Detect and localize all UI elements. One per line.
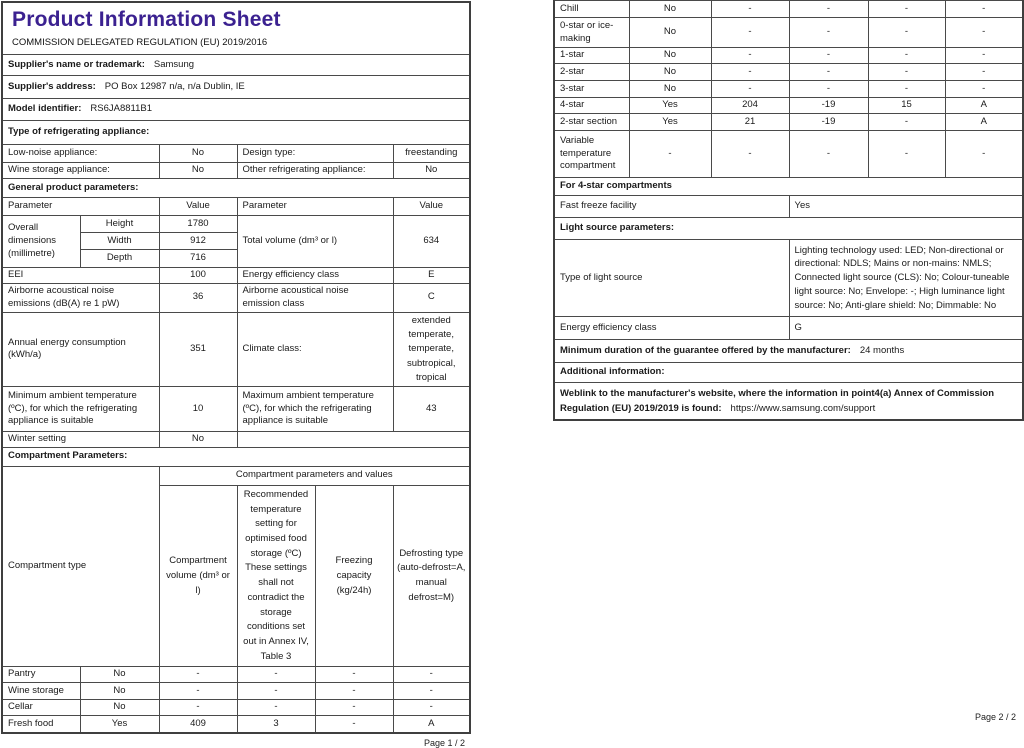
compartment-included-cell: - [629, 131, 711, 178]
regulation-subtitle: COMMISSION DELEGATED REGULATION (EU) 2019/2016 [12, 37, 268, 49]
additional-info-heading: Additional information: [554, 363, 1023, 383]
compartment-included-cell: Yes [629, 98, 711, 114]
light-source-section-heading: Light source parameters: [554, 218, 1023, 240]
compartment-freezing-cell: - [868, 48, 945, 64]
compartment-defrost-cell: - [393, 700, 470, 716]
compartment-defrost-cell: - [945, 131, 1023, 178]
compartment-temp-cell: - [789, 64, 868, 81]
table-row [554, 81, 1023, 98]
compartment-volume-cell: - [711, 81, 789, 98]
compartment-temp-cell: - [789, 1, 868, 18]
light-eec-value-cell: G [789, 317, 1023, 340]
guarantee-value: 24 months [859, 344, 905, 356]
table-row [554, 64, 1023, 81]
light-source-value-cell: Lighting technology used: LED; Non-directional or directional: NDLS; Mains or non-mains: NMLS; Connected light source (CLS): No; Colour-tuneable light source: No; Envelope: -; High luminance light source: No; Anti-glare shield: No; Dimmable: No [789, 240, 1023, 317]
compartment-temp-cell: - [237, 667, 315, 683]
parameter-value-cell: No [159, 162, 237, 178]
freezing-column-header: Freezing capacity (kg/24h) [315, 485, 393, 667]
compartment-volume-cell: 409 [159, 716, 237, 733]
product-info-table-page1 [1, 1, 471, 734]
compartment-name-cell: Cellar [2, 700, 80, 716]
compartment-included-cell: No [629, 64, 711, 81]
supplier-name-value: Samsung [153, 58, 195, 70]
compartment-temp-cell: -19 [789, 98, 868, 114]
parameter-value-cell: 43 [393, 387, 470, 432]
parameter-label-cell: Other refrigerating appliance: [237, 162, 393, 178]
table-row [554, 317, 1023, 340]
compartment-name-cell: 4-star [554, 98, 629, 114]
light-source-label-cell: Type of light source [554, 240, 789, 317]
guarantee-label: Minimum duration of the guarantee offered by the manufacturer: [560, 344, 851, 356]
compartment-freezing-cell: - [868, 18, 945, 48]
compartment-temp-cell: - [789, 48, 868, 64]
weblink-row [554, 383, 1023, 420]
dimension-name-cell: Depth [80, 249, 159, 267]
table-row [554, 196, 1023, 218]
weblink-url[interactable]: https://www.samsung.com/support [730, 402, 876, 414]
table-row [2, 700, 470, 716]
compartment-name-cell: 2-star section [554, 114, 629, 131]
parameter-label-cell: Maximum ambient temperature (ºC), for which the refrigerating appliance is suitable [237, 387, 393, 432]
supplier-address-label: Supplier's address: [8, 80, 96, 92]
general-section-heading: General product parameters: [2, 178, 470, 197]
compartment-defrost-cell: - [393, 667, 470, 683]
compartment-volume-cell: - [159, 700, 237, 716]
table-header-row [2, 197, 470, 215]
model-identifier-value: RS6JA8811B1 [90, 103, 152, 115]
total-volume-label-cell: Total volume (dm³ or l) [237, 215, 393, 267]
page-2 [553, 0, 1022, 728]
compartment-temp-cell: - [789, 18, 868, 48]
compartment-temp-cell: 3 [237, 716, 315, 733]
compartment-defrost-cell: - [393, 683, 470, 700]
dimension-value-cell: 716 [159, 249, 237, 267]
compartment-defrost-cell: - [945, 18, 1023, 48]
table-row [2, 283, 470, 312]
guarantee-row [554, 340, 1023, 363]
parameter-value-cell: 351 [159, 312, 237, 386]
column-header: Value [393, 197, 470, 215]
compartment-volume-cell: - [711, 1, 789, 18]
compartment-type-header: Compartment type [2, 466, 159, 667]
compartment-name-cell: Fresh food [2, 716, 80, 733]
light-eec-label-cell: Energy efficiency class [554, 317, 789, 340]
compartment-defrost-cell: - [945, 81, 1023, 98]
table-row [2, 683, 470, 700]
parameter-value-cell: 36 [159, 283, 237, 312]
compartment-freezing-cell: - [315, 700, 393, 716]
dimension-name-cell: Height [80, 215, 159, 232]
compartment-freezing-cell: - [868, 64, 945, 81]
compartment-volume-cell: - [159, 683, 237, 700]
supplier-name-label: Supplier's name or trademark: [8, 58, 145, 70]
table-row [2, 215, 470, 232]
parameter-value-cell: 10 [159, 387, 237, 432]
parameter-label-cell: Airborne acoustical noise emission class [237, 283, 393, 312]
compartment-freezing-cell: - [868, 131, 945, 178]
parameter-label-cell: Wine storage appliance: [2, 162, 159, 178]
table-row [2, 144, 470, 162]
parameter-label-cell: EEI [2, 267, 159, 283]
page-1 [1, 1, 469, 748]
compartment-volume-cell: 21 [711, 114, 789, 131]
volume-column-header: Compartment volume (dm³ or l) [159, 485, 237, 667]
compartment-volume-cell: - [711, 18, 789, 48]
parameter-label-cell: Energy efficiency class [237, 267, 393, 283]
table-row [554, 1, 1023, 18]
supplier-address-row [2, 75, 470, 98]
table-row [2, 267, 470, 283]
compartment-included-cell: No [629, 1, 711, 18]
climate-class-value-cell: extended temperate, temperate, subtropical, tropical [393, 312, 470, 386]
parameter-label-cell: Low-noise appliance: [2, 144, 159, 162]
dimension-value-cell: 1780 [159, 215, 237, 232]
table-row [554, 98, 1023, 114]
compartment-volume-cell: - [711, 48, 789, 64]
table-row [2, 432, 470, 448]
compartment-included-cell: No [80, 667, 159, 683]
compartment-freezing-cell: - [315, 716, 393, 733]
empty-cell [237, 432, 470, 448]
compartment-included-cell: No [629, 81, 711, 98]
table-row [2, 162, 470, 178]
fast-freeze-label-cell: Fast freeze facility [554, 196, 789, 218]
fast-freeze-value-cell: Yes [789, 196, 1023, 218]
compartment-temp-cell: - [237, 700, 315, 716]
winter-setting-value-cell: No [159, 432, 237, 448]
compartment-name-cell: Wine storage [2, 683, 80, 700]
parameter-value-cell: C [393, 283, 470, 312]
compartment-volume-cell: - [711, 64, 789, 81]
total-volume-value-cell: 634 [393, 215, 470, 267]
parameter-value-cell: No [393, 162, 470, 178]
compartment-volume-cell: - [159, 667, 237, 683]
compartment-name-cell: Variable temperature compartment [554, 131, 629, 178]
page-title: Product Information Sheet [12, 8, 281, 31]
parameter-value-cell: E [393, 267, 470, 283]
compartment-temp-cell: - [789, 81, 868, 98]
compartment-included-cell: Yes [80, 716, 159, 733]
compartment-temp-cell: -19 [789, 114, 868, 131]
compartment-name-cell: Chill [554, 1, 629, 18]
compartment-freezing-cell: - [868, 114, 945, 131]
dimension-value-cell: 912 [159, 232, 237, 249]
table-row [2, 667, 470, 683]
compartment-included-cell: No [80, 700, 159, 716]
compartment-name-cell: 0-star or ice-making [554, 18, 629, 48]
compartment-freezing-cell: - [315, 683, 393, 700]
parameter-label-cell: Climate class: [237, 312, 393, 386]
column-header: Parameter [237, 197, 393, 215]
compartment-defrost-cell: A [393, 716, 470, 733]
compartment-group-header: Compartment parameters and values [159, 466, 470, 485]
compartment-freezing-cell: 15 [868, 98, 945, 114]
table-row [554, 18, 1023, 48]
table-row [554, 48, 1023, 64]
page-number-footer: Page 1 / 2 [423, 737, 465, 748]
compartment-volume-cell: - [711, 131, 789, 178]
compartment-included-cell: No [629, 48, 711, 64]
table-row [2, 312, 470, 386]
compartment-name-cell: 2-star [554, 64, 629, 81]
compartment-temp-cell: - [237, 683, 315, 700]
compartment-included-cell: No [629, 18, 711, 48]
table-row [2, 716, 470, 733]
parameter-value-cell: 100 [159, 267, 237, 283]
table-header-row [2, 466, 470, 485]
temperature-column-header: Recommended temperature setting for optimised food storage (ºC) These settings shall not contradict the storage conditions set out in Annex IV, Table 3 [237, 485, 315, 667]
compartment-freezing-cell: - [315, 667, 393, 683]
compartment-volume-cell: 204 [711, 98, 789, 114]
compartment-defrost-cell: - [945, 1, 1023, 18]
supplier-name-row [2, 54, 470, 75]
parameter-value-cell: freestanding [393, 144, 470, 162]
model-identifier-row [2, 98, 470, 120]
page-number-footer: Page 2 / 2 [974, 712, 1016, 722]
compartment-name-cell: 1-star [554, 48, 629, 64]
compartment-defrost-cell: - [945, 48, 1023, 64]
table-row [554, 131, 1023, 178]
compartment-freezing-cell: - [868, 81, 945, 98]
table-row [554, 240, 1023, 317]
compartment-defrost-cell: - [945, 64, 1023, 81]
defrost-column-header: Defrosting type (auto-defrost=A, manual defrost=M) [393, 485, 470, 667]
supplier-address-value: PO Box 12987 n/a, n/a Dublin, IE [104, 80, 245, 92]
parameter-label-cell: Minimum ambient temperature (ºC), for which the refrigerating appliance is suitable [2, 387, 159, 432]
dimension-name-cell: Width [80, 232, 159, 249]
dimensions-label-cell: Overall dimensions (millimetre) [2, 215, 80, 267]
table-row [554, 114, 1023, 131]
column-header: Parameter [2, 197, 159, 215]
weblink-label: Weblink to the manufacturer's website, where the information in point4(a) Annex of Commission Regulation (EU) 2019/2019 is found: [560, 387, 995, 414]
parameter-label-cell: Design type: [237, 144, 393, 162]
parameter-value-cell: No [159, 144, 237, 162]
compartment-included-cell: Yes [629, 114, 711, 131]
compartment-freezing-cell: - [868, 1, 945, 18]
parameter-label-cell: Annual energy consumption (kWh/a) [2, 312, 159, 386]
four-star-section-heading: For 4-star compartments [554, 178, 1023, 196]
table-row [2, 387, 470, 432]
column-header: Value [159, 197, 237, 215]
parameter-label-cell: Airborne acoustical noise emissions (dB(A) re 1 pW) [2, 283, 159, 312]
title-block [2, 2, 470, 54]
type-section-heading: Type of refrigerating appliance: [2, 120, 470, 144]
compartment-name-cell: 3-star [554, 81, 629, 98]
compartment-defrost-cell: A [945, 114, 1023, 131]
model-identifier-label: Model identifier: [8, 103, 82, 115]
compartment-name-cell: Pantry [2, 667, 80, 683]
winter-setting-label-cell: Winter setting [2, 432, 159, 448]
compartment-defrost-cell: A [945, 98, 1023, 114]
product-info-table-page2 [553, 0, 1024, 421]
compartment-section-heading: Compartment Parameters: [2, 447, 470, 466]
compartment-included-cell: No [80, 683, 159, 700]
compartment-temp-cell: - [789, 131, 868, 178]
